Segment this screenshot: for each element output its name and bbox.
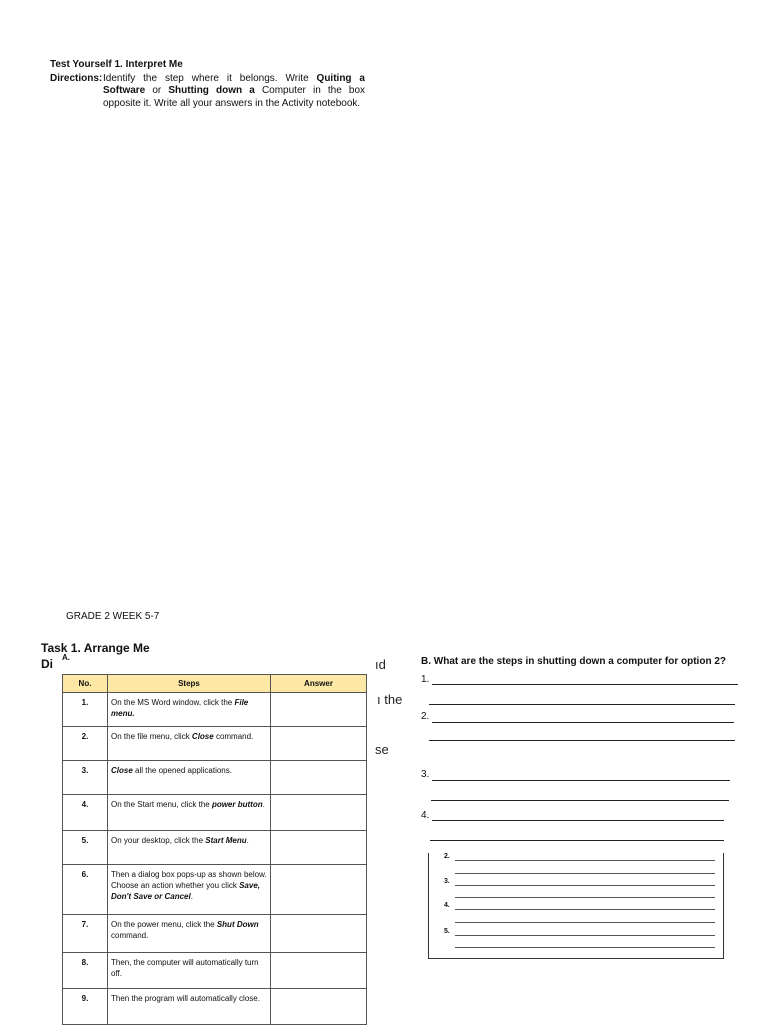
answer-line xyxy=(432,780,730,781)
answer-cell[interactable] xyxy=(271,727,367,761)
answer-number: 4. xyxy=(421,810,430,821)
step-text-part: Then, the computer will automatically turn off. xyxy=(111,958,259,978)
grade-label: GRADE 2 WEEK 5-7 xyxy=(66,611,160,622)
directions-text xyxy=(103,73,365,110)
step-emphasis: File menu. xyxy=(111,698,249,718)
table-row xyxy=(63,989,367,1025)
cut-text-fragment: ı the xyxy=(377,692,403,707)
test-yourself-title: Test Yourself 1. Interpret Me xyxy=(50,59,183,70)
step-text xyxy=(108,915,271,953)
section-a-label: A. xyxy=(62,653,70,662)
answer-cell[interactable] xyxy=(271,915,367,953)
answer-line xyxy=(429,704,735,705)
step-text xyxy=(108,953,271,989)
step-text-part: Then the program will automatically close. xyxy=(111,994,260,1003)
directions-mid: or xyxy=(145,85,169,97)
step-text-part: On the Start menu, click the xyxy=(111,800,212,809)
step-text-part: . xyxy=(190,892,193,901)
step-number: 5. xyxy=(63,831,108,865)
section-b-title: B. What are the steps in shutting down a computer for option 2? xyxy=(421,656,727,667)
answer-cell[interactable] xyxy=(271,989,367,1025)
directions-bold-shutting: Shutting down a xyxy=(168,85,255,97)
task-title: Task 1. Arrange Me xyxy=(41,641,150,655)
header-answer: Answer xyxy=(271,675,367,693)
answer-line xyxy=(431,800,729,801)
answer-number: 1. xyxy=(421,674,430,685)
step-text-part: On the file menu, click xyxy=(111,732,192,741)
step-text xyxy=(108,989,271,1025)
answer-number: 3. xyxy=(421,769,430,780)
table-row xyxy=(63,831,367,865)
step-number: 2. xyxy=(63,727,108,761)
step-number: 3. xyxy=(63,761,108,795)
steps-table-body xyxy=(63,693,367,1025)
step-text-part: On the power menu, click the xyxy=(111,920,217,929)
cut-text-fragment: se xyxy=(375,742,389,757)
inset-line xyxy=(455,873,715,874)
header-no: No. xyxy=(63,675,108,693)
answer-line xyxy=(430,840,724,841)
step-emphasis: Close xyxy=(191,732,214,741)
answer-cell[interactable] xyxy=(271,795,367,831)
answer-line xyxy=(432,684,738,685)
inset-number: 4. xyxy=(444,902,450,909)
step-text-part: Then a dialog box pops-up as shown below. Choose an action whether you click xyxy=(111,870,267,890)
step-emphasis: Start Menu xyxy=(205,836,247,845)
step-text xyxy=(108,727,271,761)
inset-answer-box xyxy=(428,853,724,959)
answer-number: 2. xyxy=(421,711,430,722)
answer-cell[interactable] xyxy=(271,831,367,865)
table-row xyxy=(63,693,367,727)
table-row xyxy=(63,953,367,989)
step-text xyxy=(108,761,271,795)
directions-fragment: Di xyxy=(41,657,53,671)
step-text xyxy=(108,795,271,831)
answer-cell[interactable] xyxy=(271,865,367,915)
inset-number: 2. xyxy=(444,853,450,860)
step-number: 4. xyxy=(63,795,108,831)
table-header-row xyxy=(63,675,367,693)
inset-line xyxy=(455,885,715,886)
step-number: 1. xyxy=(63,693,108,727)
step-text-part: . xyxy=(246,836,249,845)
step-text xyxy=(108,831,271,865)
answer-cell[interactable] xyxy=(271,953,367,989)
answer-cell[interactable] xyxy=(271,761,367,795)
step-emphasis: Save, Don't Save or Cancel xyxy=(111,881,260,901)
step-text-part: . xyxy=(262,800,265,809)
step-text xyxy=(108,693,271,727)
cut-text-fragment: ıd xyxy=(375,657,386,672)
step-number: 7. xyxy=(63,915,108,953)
step-number: 9. xyxy=(63,989,108,1025)
directions-label: Directions: xyxy=(50,73,103,84)
step-text-part: On your desktop, click the xyxy=(111,836,206,845)
step-text-part: command. xyxy=(111,931,149,940)
inset-line xyxy=(455,922,715,923)
answer-line xyxy=(432,722,734,723)
step-emphasis: power button xyxy=(211,800,263,809)
table-row xyxy=(63,761,367,795)
step-text xyxy=(108,865,271,915)
step-emphasis: Shut Down xyxy=(216,920,259,929)
inset-line xyxy=(455,947,715,948)
table-row xyxy=(63,795,367,831)
step-number: 8. xyxy=(63,953,108,989)
directions-pre: Identify the step where it belongs. Write xyxy=(103,73,317,84)
table-row xyxy=(63,865,367,915)
answer-cell[interactable] xyxy=(271,693,367,727)
inset-number: 3. xyxy=(444,878,450,885)
step-text-part: all the opened applications. xyxy=(132,766,232,775)
step-number: 6. xyxy=(63,865,108,915)
directions-post: Computer in the box opposite it. Write all your answers in the Activity notebook. xyxy=(103,85,366,109)
inset-line xyxy=(455,897,715,898)
answer-line xyxy=(432,820,724,821)
steps-table xyxy=(62,674,367,1025)
inset-number: 5. xyxy=(444,928,450,935)
table-row xyxy=(63,915,367,953)
table-row xyxy=(63,727,367,761)
inset-line xyxy=(455,860,715,861)
step-text-part: On the MS Word window, click the xyxy=(111,698,235,707)
answer-line xyxy=(429,740,735,741)
header-steps: Steps xyxy=(108,675,271,693)
directions-bold-quiting: Quiting a Software xyxy=(103,73,365,97)
step-text-part: command. xyxy=(213,732,254,741)
inset-line xyxy=(455,909,715,910)
inset-line xyxy=(455,935,715,936)
step-emphasis: Close xyxy=(111,766,133,775)
